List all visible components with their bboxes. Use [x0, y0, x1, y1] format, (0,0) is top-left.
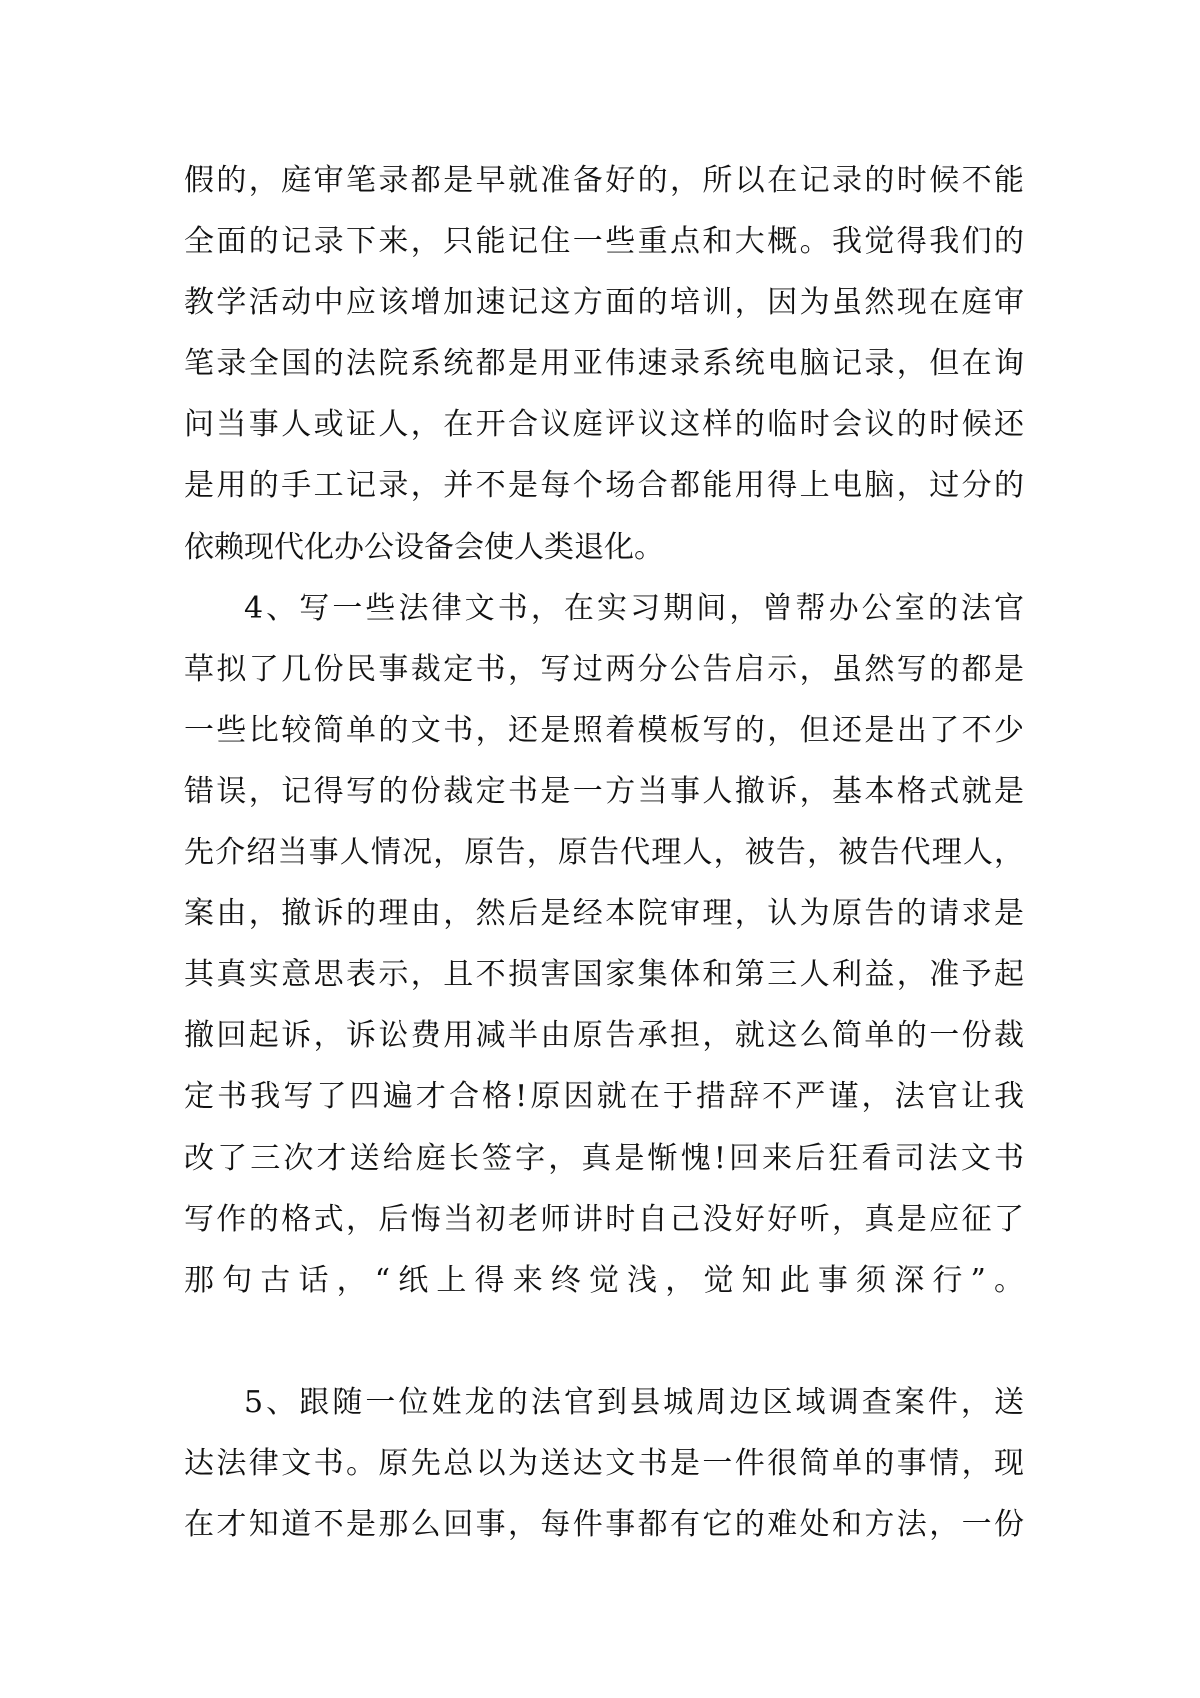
text-line: 先介绍当事人情况，原告，原告代理人，被告，被告代理人，	[184, 835, 1024, 871]
text-line: 假的，庭审笔录都是早就准备好的，所以在记录的时候不能	[184, 163, 1024, 198]
text-line: 定书我写了四遍才合格!原因就在于措辞不严谨，法官让我	[184, 1079, 1024, 1115]
text-line: 教学活动中应该增加速记这方面的培训，因为虽然现在庭审	[184, 285, 1024, 321]
text-line: 错误，记得写的份裁定书是一方当事人撤诉，基本格式就是	[184, 773, 1024, 809]
text-line: 4、写一些法律文书，在实习期间，曾帮办公室的法官	[244, 590, 1024, 626]
text-line: 其真实意思表示，且不损害国家集体和第三人利益，准予起	[184, 957, 1024, 993]
text-line: 问当事人或证人，在开合议庭评议这样的临时会议的时候还	[184, 407, 1024, 443]
text-line: 草拟了几份民事裁定书，写过两分公告启示，虽然写的都是	[184, 651, 1024, 687]
text-line: 一些比较简单的文书，还是照着模板写的，但还是出了不少	[184, 712, 1024, 748]
text-line: 案由，撤诉的理由，然后是经本院审理，认为原告的请求是	[184, 896, 1024, 932]
text-line: 全面的记录下来，只能记住一些重点和大概。我觉得我们的	[184, 224, 1024, 260]
text-line: 改了三次才送给庭长签字，真是惭愧!回来后狂看司法文书	[184, 1140, 1024, 1176]
text-line: 撤回起诉，诉讼费用减半由原告承担，就这么简单的一份裁	[184, 1018, 1024, 1054]
text-line: 达法律文书。原先总以为送达文书是一件很简单的事情，现	[184, 1445, 1024, 1481]
text-line: 那句古话，“纸上得来终觉浅，觉知此事须深行”。	[184, 1262, 1024, 1298]
paragraph-item-5	[184, 1372, 1024, 1555]
text-line: 是用的手工记录，并不是每个场合都能用得上电脑，过分的	[184, 468, 1024, 504]
text-line: 依赖现代化办公设备会使人类退化。	[184, 529, 664, 565]
text-line: 笔录全国的法院系统都是用亚伟速录系统电脑记录，但在询	[184, 346, 1024, 382]
text-line: 5、跟随一位姓龙的法官到县城周边区域调查案件，送	[244, 1384, 1024, 1420]
text-line	[184, 1311, 1024, 1372]
text-line: 在才知道不是那么回事，每件事都有它的难处和方法，一份	[184, 1507, 1024, 1543]
paragraph-continued	[184, 150, 1024, 578]
paragraph-item-4	[184, 578, 1024, 1372]
text-line: 写作的格式，后悔当初老师讲时自己没好好听，真是应征了	[184, 1201, 1024, 1237]
document-page	[184, 150, 1024, 1555]
